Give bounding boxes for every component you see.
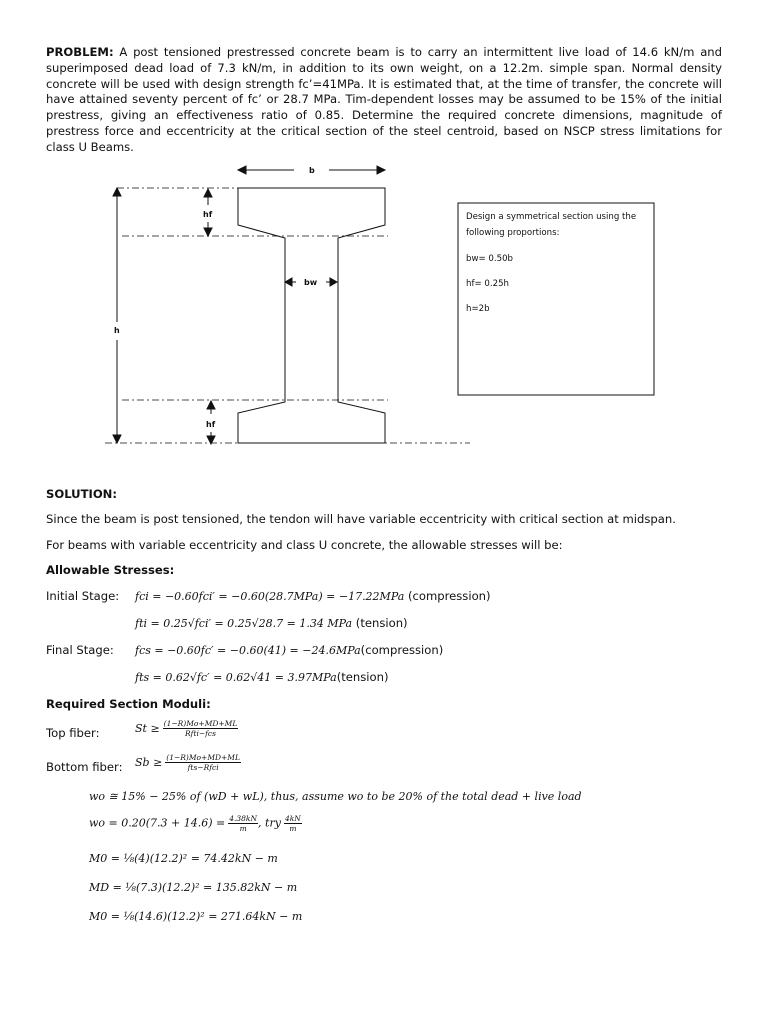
arrow-bw-right [330, 278, 337, 286]
moment-md: MD = ⅛(7.3)(12.2)² = 135.82kN − m [89, 881, 298, 894]
solution-para-2: For beams with variable eccentricity and class U concrete, the allowable stresses will be: [46, 538, 563, 552]
eq-sb: Sb ≥ $\frac{(1-R)Mo+MD+ML}{\text{fts−Rfci}}$ [135, 753, 240, 772]
allowable-stresses-heading: Allowable Stresses: [46, 563, 175, 577]
arrow-hf-top-down [204, 228, 212, 236]
box-h: h=2b [466, 304, 490, 314]
solution-para-1: Since the beam is post tensioned, the tendon will have variable eccentricity with critical section at midspan. [46, 512, 676, 526]
moment-m0: M0 = ⅛(4)(12.2)² = 74.42kN − m [89, 852, 278, 865]
problem-label: PROBLEM: [46, 45, 114, 59]
box-line-1: Design a symmetrical section using the [466, 212, 637, 222]
arrow-h-up [113, 188, 121, 196]
box-hf: hf= 0.25h [466, 279, 509, 289]
eq-fcs: fcs = −0.60fc′ = −0.60(41) = −24.6MPa(compression) [135, 643, 444, 657]
wo-assumption: wo ≅ 15% − 25% of (wD + wL), thus, assume wo to be 20% of the total dead + live load [89, 790, 582, 803]
eq-fts: fts = 0.62√fc′ = 0.62√41 = 3.97MPa(tension) [135, 670, 389, 684]
final-stage-label: Final Stage: [46, 643, 114, 657]
label-h: h [114, 326, 120, 335]
arrow-b-right [377, 166, 385, 174]
label-hf-top: hf [203, 210, 213, 219]
i-beam-outline [238, 188, 385, 443]
arrow-hf-bottom-up [207, 401, 215, 409]
eq-st: St ≥ $\frac{(1-R)Mo+MD+ML}{\text{Rfti−fcs}}$ [135, 719, 238, 738]
arrow-bw-left [285, 278, 292, 286]
section-moduli-heading: Required Section Moduli: [46, 697, 211, 711]
arrow-b-left [238, 166, 246, 174]
solution-heading: SOLUTION: [46, 487, 118, 501]
label-hf-bottom: hf [206, 420, 216, 429]
i-beam-diagram [0, 0, 768, 470]
box-line-2: following proportions: [466, 228, 560, 238]
initial-stage-label: Initial Stage: [46, 589, 120, 603]
bottom-fiber-label: Bottom fiber: [46, 760, 123, 774]
arrow-hf-top-up [204, 189, 212, 197]
top-fiber-label: Top fiber: [46, 726, 100, 740]
problem-text: A post tensioned prestressed concrete beam is to carry an intermittent live load of 14.6 kN/m and superimposed dead load of 7.3 kN/m, in addition to its own weight, on a 12.2m. simple span. Normal density concrete will be used with design strength fc’=41MPa. It is estimated that, at the time of transfer, the concrete will have attained seventy percent of fc’ or 28.7 MPa. Tim-dependent losses may be assumed to be 15% of the initial prestress, giving an effectiveness ratio of 0.85. Determine the required concrete dimensions, magnitude of prestress force and eccentricity at the critical section of the steel centroid, based on NSCP stress limitations for class U Beams. [46, 45, 723, 154]
eq-fti: fti = 0.25√fci′ = 0.25√28.7 = 1.34 MPa (tension) [135, 616, 408, 630]
moment-ml: M0 = ⅛(14.6)(12.2)² = 271.64kN − m [89, 910, 303, 923]
label-bw: bw [304, 278, 318, 287]
box-bw: bw= 0.50b [466, 254, 514, 264]
wo-calc: wo = 0.20(7.3 + 14.6) = $\frac{4.38kN}{m}$ , try $\frac{4kN}{m}$ [89, 814, 301, 833]
eq-fci: fci = −0.60fci′ = −0.60(28.7MPa) = −17.22MPa (compression) [135, 589, 491, 603]
label-b: b [309, 166, 315, 175]
arrow-h-down [113, 435, 121, 443]
